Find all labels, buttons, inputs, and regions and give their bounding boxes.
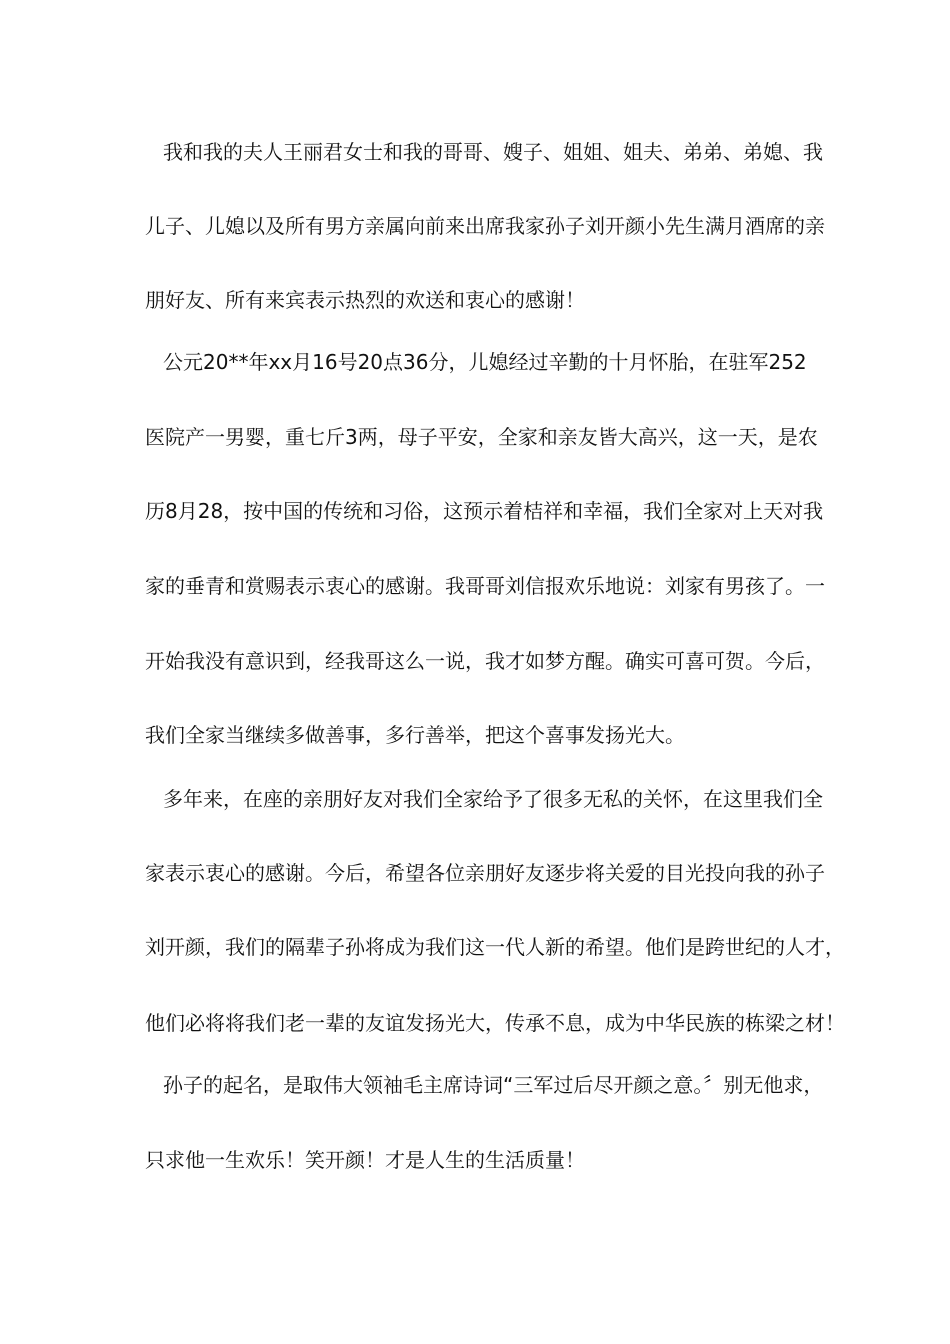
paragraph-2-line-4: 家的垂青和赏赐表示衷心的感谢。我哥哥刘信报欢乐地说：刘家有男孩了。一	[145, 574, 825, 598]
paragraph-4-line-1: 孙子的起名，是取伟大领袖毛主席诗词“三军过后尽开颜之意。〞别无他求，	[163, 1073, 824, 1097]
paragraph-3-line-3: 刘开颜，我们的隔辈子孙将成为我们这一代人新的希望。他们是跨世纪的人才，	[145, 935, 845, 959]
paragraph-3-line-2: 家表示衷心的感谢。今后，希望各位亲朋好友逐步将关爱的目光投向我的孙子	[145, 861, 825, 885]
paragraph-3-line-1: 多年来，在座的亲朋好友对我们全家给予了很多无私的关怀，在这里我们全	[163, 787, 823, 811]
paragraph-2-line-3: 历8月28，按中国的传统和习俗，这预示着桔祥和幸福，我们全家对上天对我	[145, 499, 824, 523]
paragraph-2-line-2: 医院产一男婴，重七斤3两，母子平安，全家和亲友皆大高兴，这一天，是农	[145, 425, 818, 449]
paragraph-1-line-1: 我和我的夫人王丽君女士和我的哥哥、嫂子、姐姐、姐夫、弟弟、弟媳、我	[163, 140, 823, 164]
paragraph-1-line-3: 朋好友、所有来宾表示热烈的欢送和衷心的感谢！	[145, 288, 585, 312]
paragraph-2-line-6: 我们全家当继续多做善事，多行善举，把这个喜事发扬光大。	[145, 723, 685, 747]
paragraph-2-line-5: 开始我没有意识到，经我哥这么一说，我才如梦方醒。确实可喜可贺。今后，	[145, 649, 825, 673]
paragraph-3-line-4: 他们必将将我们老一辈的友谊发扬光大，传承不息，成为中华民族的栋梁之材！	[145, 1011, 845, 1035]
paragraph-2-line-1: 公元20**年xx月16号20点36分，儿媳经过辛勤的十月怀胎，在驻军252	[163, 350, 807, 374]
paragraph-1-line-2: 儿子、儿媳以及所有男方亲属向前来出席我家孙子刘开颜小先生满月酒席的亲	[145, 214, 825, 238]
paragraph-4-line-2: 只求他一生欢乐！笑开颜！才是人生的生活质量！	[145, 1148, 585, 1172]
